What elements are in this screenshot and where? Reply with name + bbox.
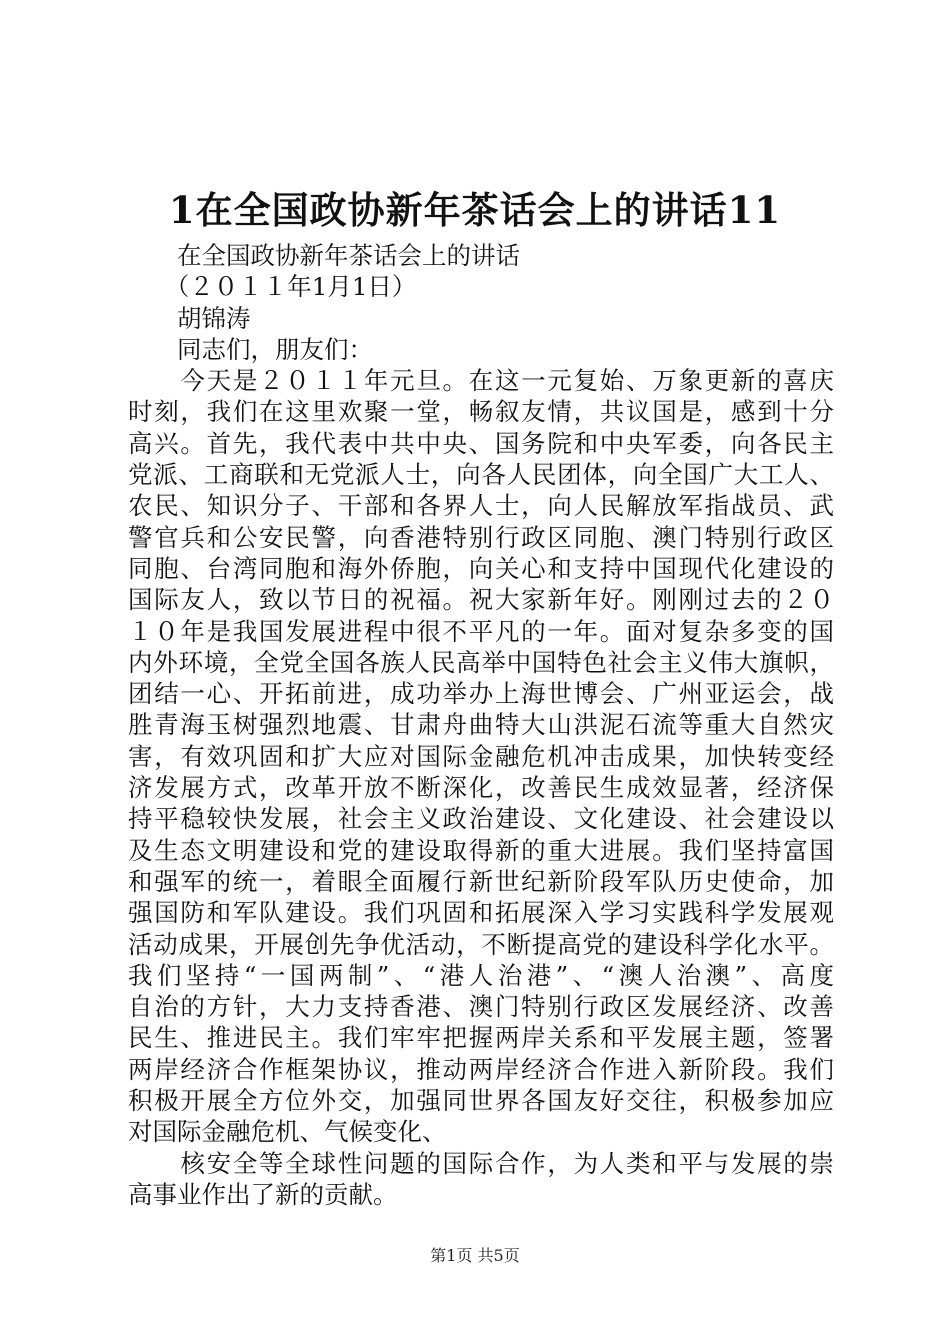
text-line: 党派、工商联和无党派人士，向各人民团体，向全国广大工人、 (128, 460, 834, 490)
text-line: 警官兵和公安民警，向香港特别行政区同胞、澳门特别行政区 (128, 522, 834, 552)
text-line: 害，有效巩固和扩大应对国际金融危机冲击成果，加快转变经 (128, 741, 834, 771)
text-line: 持平稳较快发展，社会主义政治建设、文化建设、社会建设以 (128, 804, 834, 834)
text-line: 团结一心、开拓前进，成功举办上海世博会、广州亚运会，战 (128, 679, 834, 709)
text-line: 核安全等全球性问题的国际合作，为人类和平与发展的崇 (128, 1148, 834, 1178)
text-line: 国际友人，致以节日的祝福。祝大家新年好。刚刚过去的２０ (128, 585, 834, 615)
text-line: 积极开展全方位外交，加强同世界各国友好交往，积极参加应 (128, 1086, 834, 1116)
document-body (128, 240, 834, 1210)
text-line: 我们坚持“一国两制”、“港人治港”、“澳人治澳”、高度 (128, 960, 834, 990)
text-line: 胜青海玉树强烈地震、甘肃舟曲特大山洪泥石流等重大自然灾 (128, 710, 834, 740)
text-line: 两岸经济合作框架协议，推动两岸经济合作进入新阶段。我们 (128, 1054, 834, 1084)
text-line: 时刻，我们在这里欢聚一堂，畅叙友情，共议国是，感到十分 (128, 397, 834, 427)
text-line: （２０１１年1月1日） (128, 272, 417, 302)
text-line: 今天是２０１１年元旦。在这一元复始、万象更新的喜庆 (128, 366, 834, 396)
text-line: 同胞、台湾同胞和海外侨胞，向关心和支持中国现代化建设的 (128, 553, 834, 583)
text-line: 高兴。首先，我代表中共中央、国务院和中央军委，向各民主 (128, 428, 834, 458)
text-line: １０年是我国发展进程中很不平凡的一年。面对复杂多变的国 (128, 616, 834, 646)
text-line: 民生、推进民主。我们牢牢把握两岸关系和平发展主题，签署 (128, 1023, 834, 1053)
text-line: 自治的方针，大力支持香港、澳门特别行政区发展经济、改善 (128, 992, 834, 1022)
document-title: 1在全国政协新年茶话会上的讲话11 (168, 188, 782, 232)
text-line: 在全国政协新年茶话会上的讲话 (128, 241, 520, 270)
text-line: 农民、知识分子、干部和各界人士，向人民解放军指战员、武 (128, 491, 834, 521)
text-line: 强国防和军队建设。我们巩固和拓展深入学习实践科学发展观 (128, 898, 834, 928)
text-line: 活动成果，开展创先争优活动，不断提高党的建设科学化水平。 (128, 929, 834, 959)
text-line: 高事业作出了新的贡献。 (128, 1179, 398, 1209)
text-line: 同志们，朋友们： (128, 334, 373, 364)
text-line: 济发展方式，改革开放不断深化，改善民生成效显著，经济保 (128, 773, 834, 803)
text-line: 和强军的统一，着眼全面履行新世纪新阶段军队历史使命，加 (128, 866, 834, 896)
page-footer: 第1页 共5页 (430, 1246, 520, 1265)
text-line: 对国际金融危机、气候变化、 (128, 1117, 447, 1147)
text-line: 内外环境，全党全国各族人民高举中国特色社会主义伟大旗帜， (128, 647, 834, 677)
text-line: 胡锦涛 (128, 303, 251, 333)
text-line: 及生态文明建设和党的建设取得新的重大进展。我们坚持富国 (128, 835, 834, 865)
